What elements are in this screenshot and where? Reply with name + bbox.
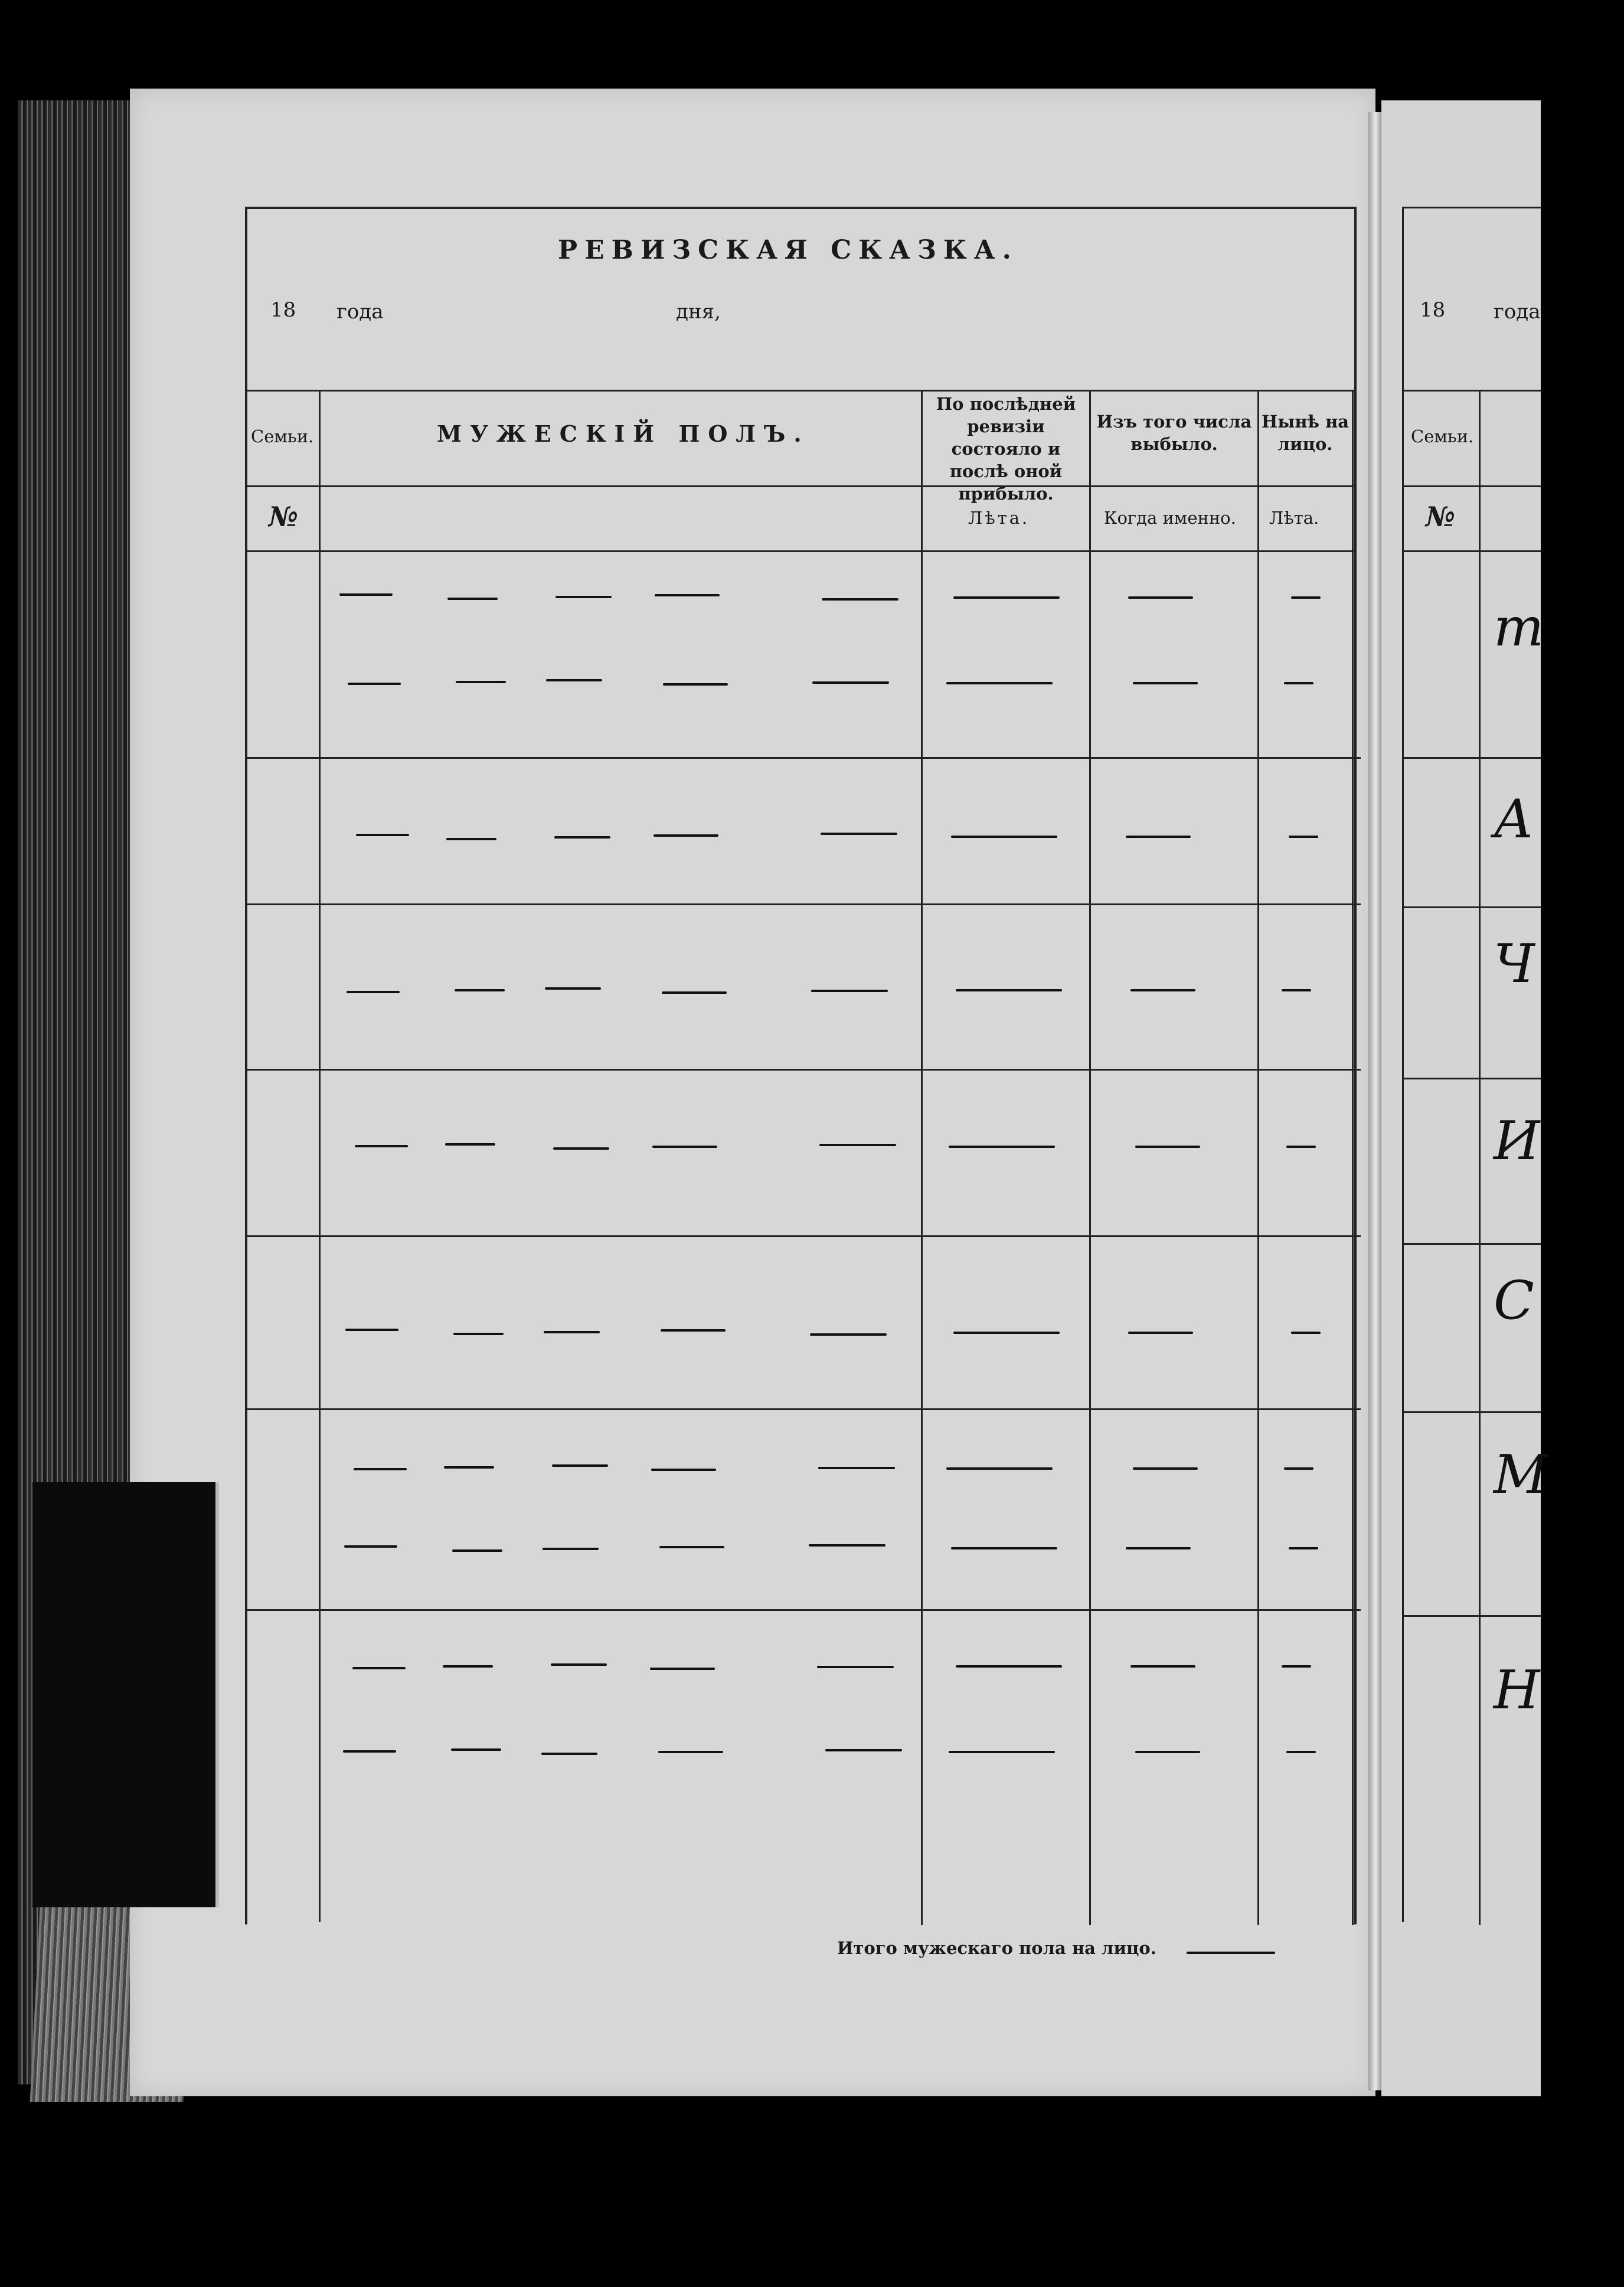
pencil-dash [825,1749,902,1751]
col-line-2 [921,390,923,1925]
col-line-3 [1089,390,1091,1925]
pencil-dash [818,1467,895,1469]
pencil-dash [812,681,889,684]
right-year-label: года [1494,300,1541,324]
pencil-dash [343,1750,396,1753]
pencil-dash [817,1666,894,1668]
pencil-dash [652,1146,717,1148]
sub-years: Лѣта. [968,508,1030,528]
pencil-dash [455,989,505,991]
col-line-1 [319,390,321,1922]
pencil-dash [1289,1547,1318,1549]
pencil-dash [946,1467,1053,1470]
pencil-dash [541,1753,597,1755]
pencil-dash [951,1547,1057,1549]
pencil-dash [1284,682,1313,684]
pencil-dash [946,682,1053,684]
pencil-dash [663,683,728,686]
pencil-dash [556,596,612,598]
right-col-family: Семьи. [1411,426,1474,446]
pencil-dash [444,1466,494,1469]
right-row-rule-5 [1402,1411,1541,1413]
header-rule [245,390,1355,392]
pencil-dash [949,1751,1055,1753]
pencil-dash [543,1548,599,1550]
pencil-dash [809,1544,885,1547]
year-prefix: 18 [270,298,296,322]
right-frame-left [1402,207,1404,1922]
body-start-rule [245,550,1355,552]
right-row-rule-6 [1402,1615,1541,1617]
pencil-dash [446,838,496,840]
page-title: РЕВИЗСКАЯ СКАЗКА. [558,235,1018,265]
pencil-dash [356,834,409,836]
sub-number: № [269,501,298,533]
subheader-rule [245,485,1355,487]
pencil-dash [551,1663,607,1666]
pencil-dash [452,1549,502,1552]
pencil-dash [354,1468,407,1470]
row-rule-6 [245,1609,1361,1611]
pencil-dash [545,987,601,990]
pencil-dash [1135,1751,1200,1753]
right-col-line [1479,390,1481,1925]
pencil-dash [1133,1467,1198,1470]
pencil-dash [659,1546,724,1548]
col-out-of-header: Изъ того числа выбыло. [1096,412,1252,454]
row-rule-3 [245,1069,1361,1071]
pencil-dash [1291,1332,1321,1334]
right-row-rule-3 [1402,1078,1541,1079]
handwriting-2: А [1494,788,1534,850]
pencil-dash [661,1329,726,1332]
pencil-dash [552,1464,608,1467]
right-subheader-rule [1402,485,1541,487]
pencil-dash [658,1751,723,1753]
pencil-dash [355,1145,408,1147]
row-rule-2 [245,903,1361,905]
pencil-dash [1282,1665,1311,1668]
pencil-dash [453,1333,504,1335]
pencil-dash [1126,1547,1191,1549]
col-males-header: МУЖЕСКIЙ ПОЛЪ. [437,420,810,447]
right-row-rule-1 [1402,757,1541,759]
pencil-dash [1133,682,1198,684]
handwriting-4: И [1494,1110,1540,1172]
handwriting-7: Н [1494,1659,1540,1721]
pencil-dash [822,598,898,601]
pencil-dash [956,989,1062,991]
col-now-header: Нынѣ на лицо. [1261,412,1349,454]
right-row-rule-4 [1402,1243,1541,1245]
pencil-dash [345,1329,398,1331]
pencil-dash [1128,1332,1193,1334]
pencil-dash [553,1147,609,1150]
pencil-dash [953,596,1060,599]
pencil-dash [1130,989,1195,991]
row-rule-5 [245,1408,1361,1410]
right-year-prefix: 18 [1420,298,1446,322]
pencil-dash [445,1143,495,1146]
pencil-dash [655,594,720,596]
pencil-dash [451,1748,501,1751]
pencil-dash [1286,1751,1316,1753]
pencil-dash [650,1668,715,1670]
pencil-dash [352,1667,406,1669]
total-label: Итого мужескаго пола на лицо. [837,1938,1156,1958]
pencil-dash [1284,1467,1313,1470]
pencil-dash [554,836,610,839]
right-page [1381,100,1541,2096]
pencil-dash [1135,1146,1200,1148]
col-family-header: Семьи. [251,426,314,446]
col-line-4 [1257,390,1259,1925]
pencil-dash [819,1144,896,1146]
pencil-dash [949,1146,1055,1148]
gutter [1368,112,1383,2090]
right-frame-top [1402,207,1541,208]
day-label: дня, [676,300,721,324]
col-line-right [1352,390,1354,1925]
pencil-dash [339,593,393,596]
right-row-rule-2 [1402,906,1541,908]
row-rule-4 [245,1235,1361,1237]
pencil-dash [1286,1146,1316,1148]
pencil-dash [810,1333,887,1336]
handwriting-5: С [1494,1270,1534,1332]
pencil-dash [1130,1665,1195,1668]
row-rule-1 [245,757,1361,759]
pencil-dash [344,1545,397,1548]
sub-when: Когда именно. [1104,508,1236,528]
pencil-dash [651,1469,716,1471]
pencil-dash [662,991,727,994]
handwriting-6: М [1494,1444,1548,1506]
right-header-rule [1402,390,1541,392]
right-body-rule [1402,550,1541,552]
pencil-dash [653,834,718,837]
pencil-dash [811,990,888,992]
handwriting-3: Ч [1494,933,1535,995]
pencil-dash [546,679,602,681]
pencil-dash [1126,836,1191,838]
year-label: года [336,300,384,324]
pencil-dash [1282,989,1311,991]
pencil-dash [544,1331,600,1333]
col-last-revision-header: По послѣдней ревизiи состояло и послѣ оной прибыло. [936,394,1076,504]
pencil-dash [956,1665,1062,1668]
total-dash [1187,1952,1275,1954]
pencil-dash [821,833,897,835]
pencil-dash [447,598,498,600]
pencil-dash [347,991,400,993]
pencil-dash [348,683,401,685]
pencil-dash [443,1665,493,1668]
pencil-dash [1289,836,1318,838]
pencil-dash [951,836,1057,838]
right-sub-number: № [1426,501,1455,533]
pencil-dash [953,1332,1060,1334]
pencil-dash [456,681,506,683]
sub-years-now: Лѣта. [1269,508,1319,528]
pencil-dash [1291,596,1321,599]
handwriting-1: т [1494,596,1544,658]
black-tab [32,1482,219,1907]
pencil-dash [1128,596,1193,599]
